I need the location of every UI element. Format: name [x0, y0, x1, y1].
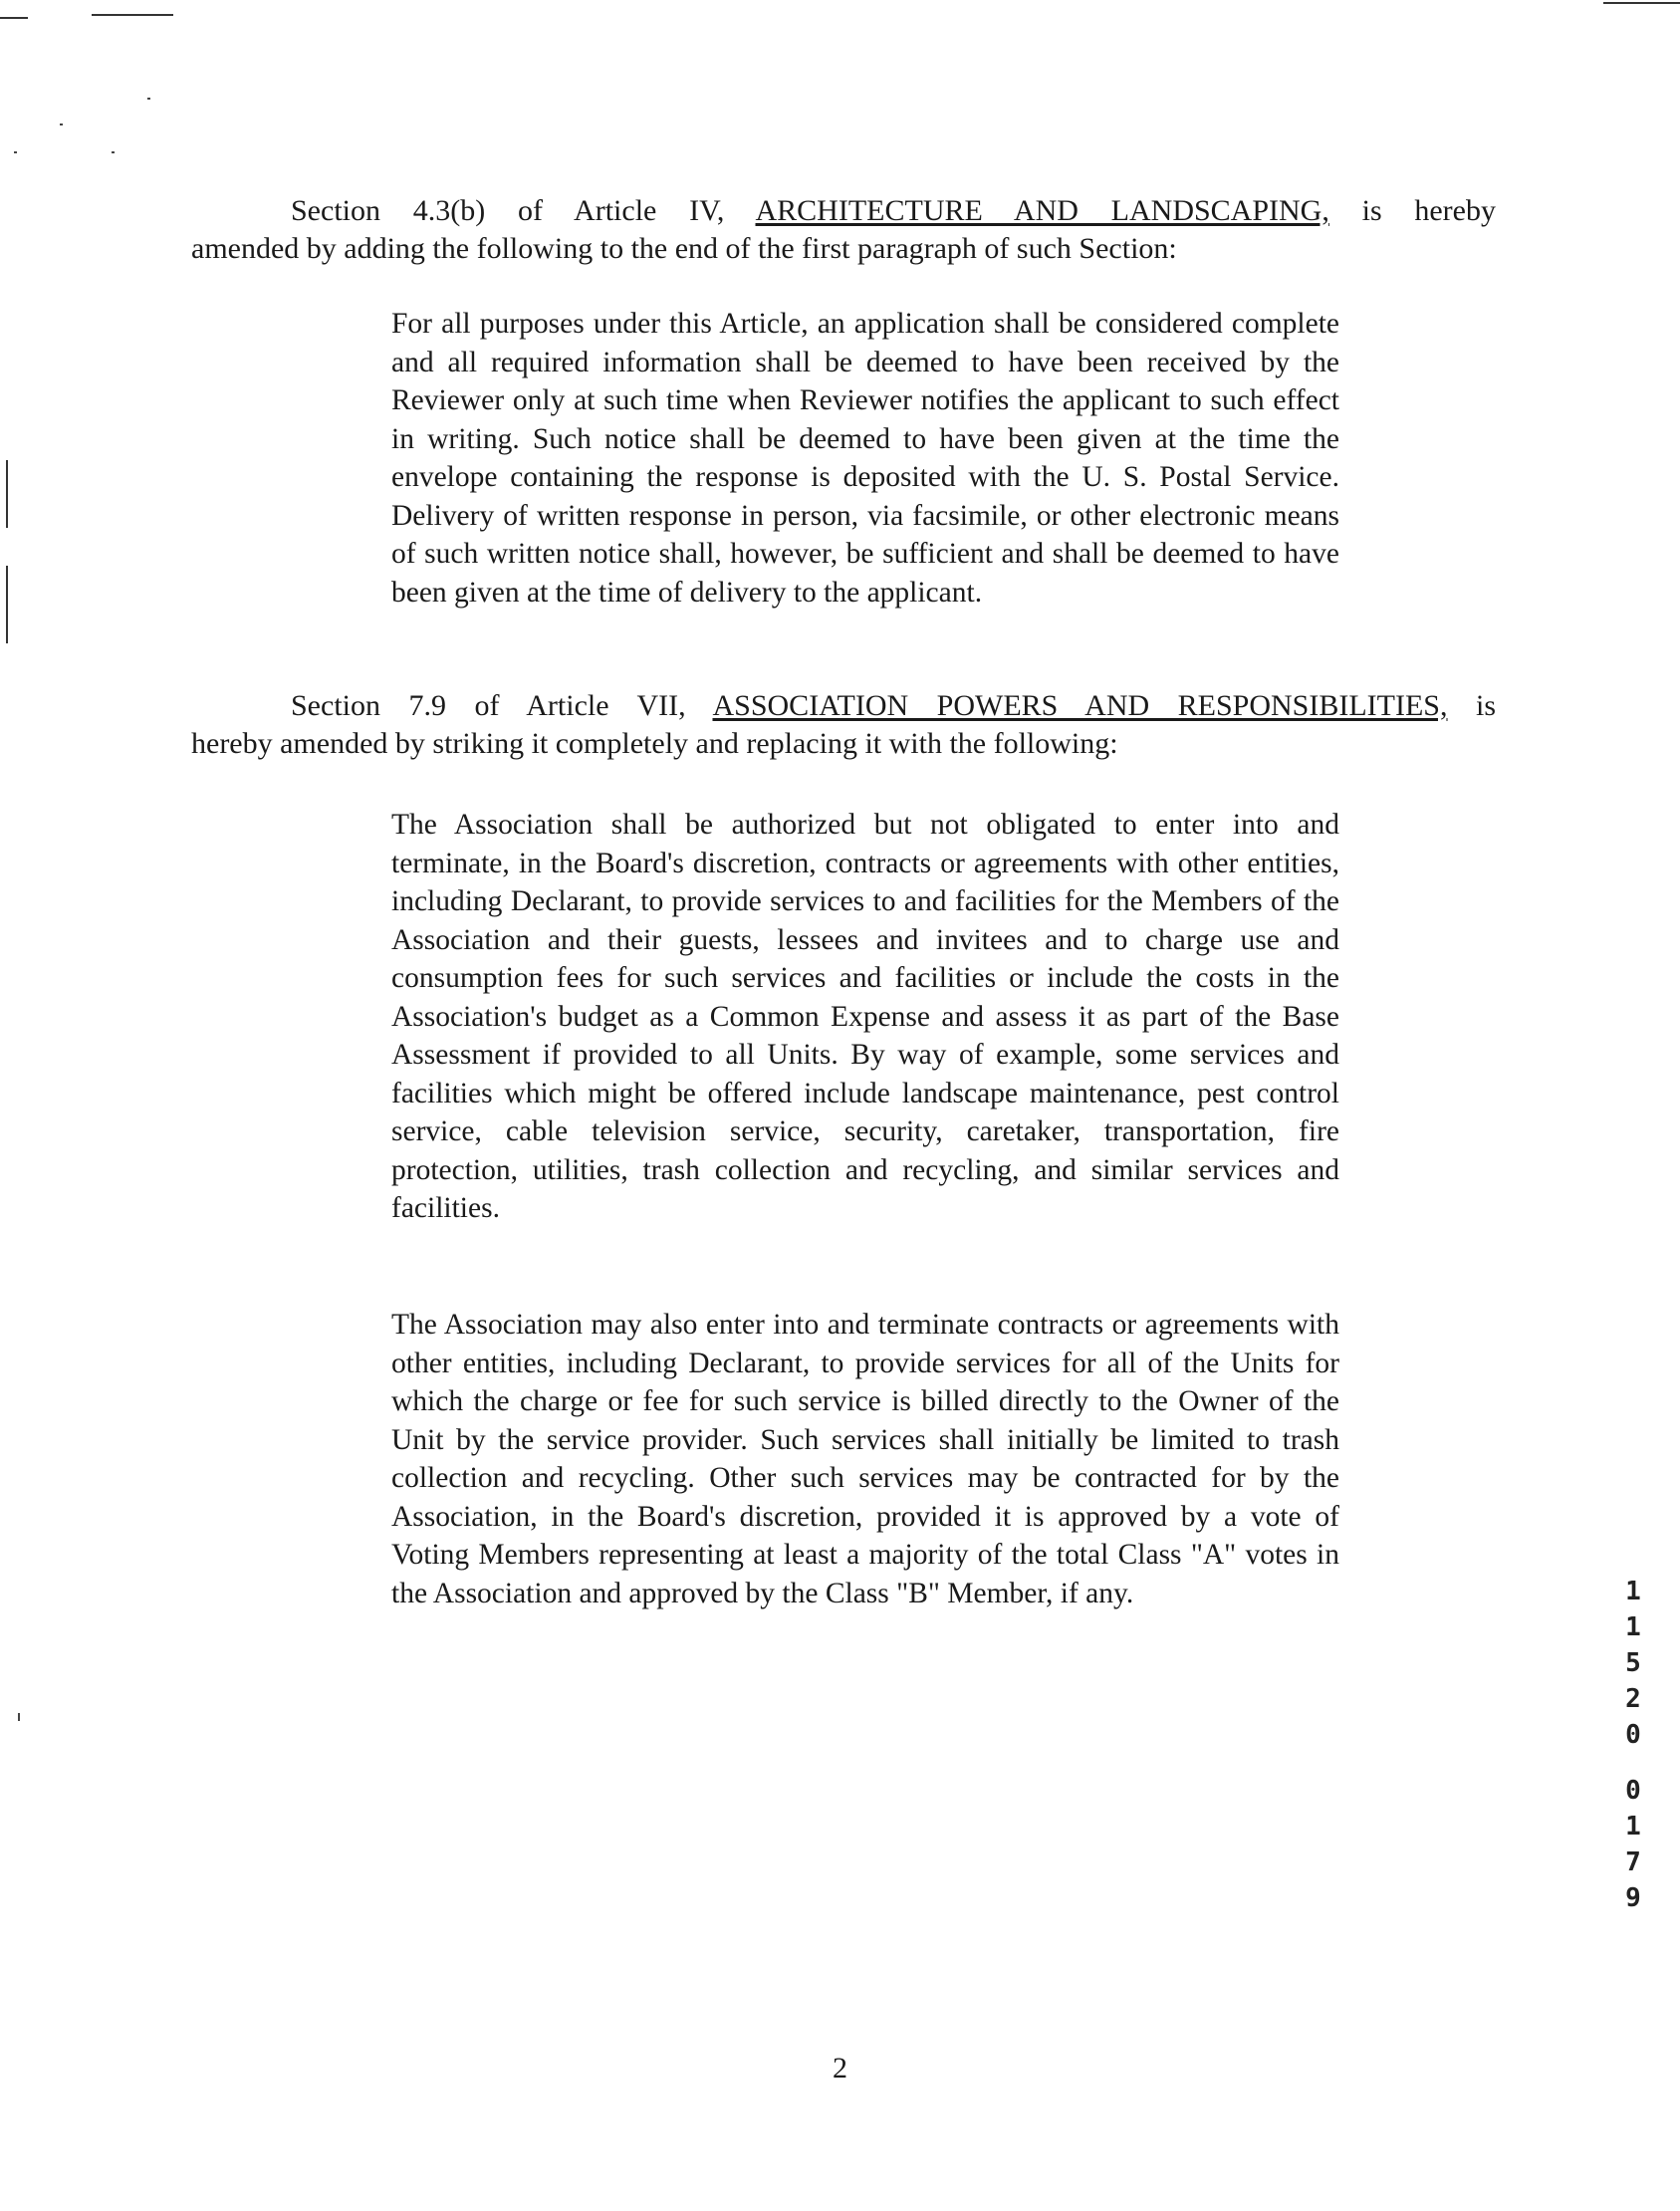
amendment-section-7-9	[191, 687, 1496, 763]
amendment-first-line	[191, 687, 1496, 725]
scan-speck	[60, 123, 63, 125]
amendment-instruction: hereby amended by striking it completely and replacing it with the following:	[191, 727, 1118, 760]
article-heading: ARCHITECTURE AND LANDSCAPING,	[755, 194, 1329, 227]
stamp-digit: 2	[1625, 1684, 1641, 1714]
section-tail: is	[1475, 689, 1496, 722]
amendment-instruction: amended by adding the following to the end of the first paragraph of such Section:	[191, 232, 1177, 265]
recording-stamp	[1619, 1574, 1647, 1916]
article-heading: ASSOCIATION POWERS AND RESPONSIBILITIES,	[712, 689, 1448, 722]
scan-speck	[147, 98, 150, 100]
section-tail: is hereby	[1361, 194, 1496, 227]
stamp-digit: 1	[1625, 1577, 1641, 1606]
stamp-digit: 0	[1625, 1776, 1641, 1806]
stamp-digit: 9	[1625, 1883, 1641, 1913]
section-reference: Section 4.3(b) of Article IV,	[291, 194, 725, 227]
scan-mark-top-right	[1603, 2, 1680, 4]
stamp-gap	[1619, 1753, 1647, 1773]
quoted-text-association-services: The Association shall be authorized but not obligated to enter into and terminate, in the Board's discretion, contracts or agreements with other entities, including Declarant, to provide services to and facilities for the Members of the Association and their guests, lessees and invitees and to charge use and consumption fees for such services and facilities or include the costs in the Association's budget as a Common Expense and assess it as part of the Base Assessment if provided to all Units. By way of example, some services and facilities which might be offered include landscape maintenance, pest control service, cable television service, security, caretaker, transportation, fire protection, utilities, trash collection and recycling, and similar services and facilities.	[391, 809, 1339, 1224]
scan-mark-top-left-2	[92, 14, 173, 16]
scan-speck	[18, 1713, 20, 1721]
page-number: 2	[833, 2052, 847, 2085]
section-reference: Section 7.9 of Article VII,	[291, 689, 686, 722]
stamp-digit: 1	[1625, 1812, 1641, 1842]
stamp-digit: 1	[1625, 1612, 1641, 1642]
scan-speck	[14, 151, 17, 153]
scan-mark-left-bar-1	[6, 460, 8, 528]
scan-speck	[112, 151, 115, 153]
stamp-digit: 7	[1625, 1847, 1641, 1877]
scan-mark-top-left	[0, 17, 28, 19]
scan-mark-left-bar-2	[6, 566, 8, 643]
stamp-digit: 5	[1625, 1648, 1641, 1678]
amendment-section-4-3b	[191, 192, 1496, 268]
quoted-text-association-contracts: The Association may also enter into and terminate contracts or agreements with other entities, including Declarant, to provide services for all of the Units for which the charge or fee for such service is billed directly to the Owner of the Unit by the service provider. Such services shall initially be limited to trash collection and recycling. Other such services may be contracted for by the Association, in the Board's discretion, provided it is approved by a vote of Voting Members representing at least a majority of the total Class "A" votes in the Association and approved by the Class "B" Member, if any.	[391, 1309, 1339, 1609]
quoted-text-reviewer-notice: For all purposes under this Article, an application shall be considered complete and all required information shall be deemed to have been received by the Reviewer only at such time when Reviewer notifies the applicant to such effect in writing. Such notice shall be deemed to have been given at the time the envelope containing the response is deposited with the U. S. Postal Service. Delivery of written response in person, via facsimile, or other electronic means of such written notice shall, however, be sufficient and shall be deemed to have been given at the time of delivery to the applicant.	[391, 308, 1339, 609]
amendment-first-line	[191, 192, 1496, 230]
stamp-digit: 0	[1625, 1720, 1641, 1750]
